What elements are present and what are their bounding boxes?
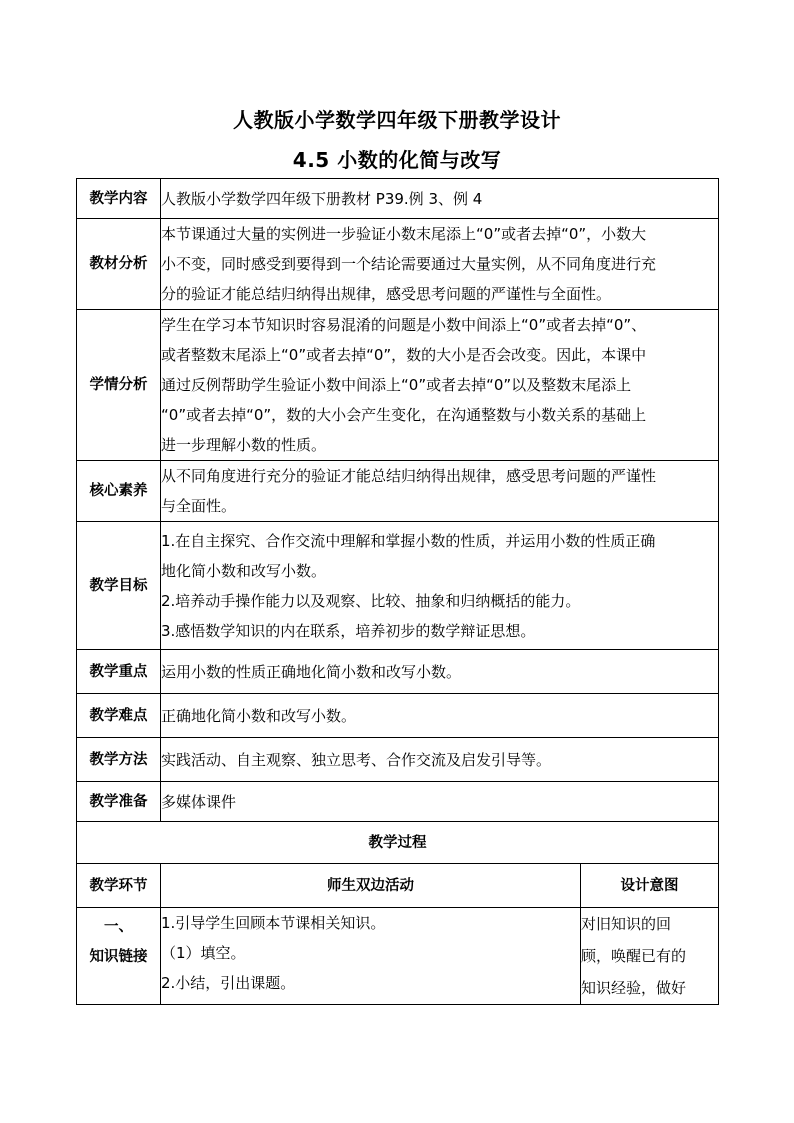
stage-line: 知识链接: [89, 949, 148, 965]
content-line: 或者整数末尾添上“0”或者去掉“0”，数的大小是否会改变。因此，本课中: [161, 346, 647, 364]
activity-line: 2.小结，引出课题。: [161, 974, 296, 992]
intent-column-header: 设计意图: [581, 864, 719, 908]
lesson-title: 4.5 小数的化简与改写: [292, 148, 502, 172]
process-header-row: [77, 864, 719, 908]
row-content: [161, 522, 719, 650]
plan-row: [77, 461, 719, 522]
row-label: 核心素养: [77, 461, 161, 522]
content-line: 3.感悟数学知识的内在联系，培养初步的数学辩证思想。: [161, 621, 536, 640]
content-line: 运用小数的性质正确地化简小数和改写小数。: [161, 662, 462, 681]
content-line: 本节课通过大量的实例进一步验证小数末尾添上“0”或者去掉“0”，小数大: [161, 225, 647, 243]
plan-row: [77, 650, 719, 694]
content-line: 2.培养动手操作能力以及观察、比较、抽象和归纳概括的能力。: [161, 591, 581, 610]
content-line: “0”或者去掉“0”，数的大小会产生变化，在沟通整数与小数关系的基础上: [161, 406, 647, 424]
intent-line: 知识经验，做好: [581, 979, 687, 997]
content-line: 从不同角度进行充分的验证才能总结归纳得出规律，感受思考问题的严谨性: [161, 467, 657, 485]
plan-row: [77, 694, 719, 738]
row-label: 教学难点: [77, 694, 161, 738]
row-content: [161, 179, 719, 219]
activity-line: （1）填空。: [161, 944, 246, 962]
content-line: 1.在自主探究、合作交流中理解和掌握小数的性质，并运用小数的性质正确: [161, 531, 656, 550]
plan-row: [77, 738, 719, 782]
content-line: 学生在学习本节知识时容易混淆的问题是小数中间添上“0”或者去掉“0”、: [161, 316, 647, 334]
row-content: [161, 219, 719, 310]
intent-cell: [581, 908, 719, 1005]
content-line: 分的验证才能总结归纳得出规律，感受思考问题的严谨性与全面性。: [161, 285, 612, 303]
plan-row: [77, 782, 719, 822]
row-content: [161, 738, 719, 782]
content-line: 进一步理解小数的性质。: [161, 436, 327, 454]
content-line: 实践活动、自主观察、独立思考、合作交流及启发引导等。: [161, 750, 552, 769]
row-content: [161, 310, 719, 461]
row-label: 教学方法: [77, 738, 161, 782]
row-label: 教学重点: [77, 650, 161, 694]
stage-line: 一、: [104, 919, 133, 935]
content-line: 地化简小数和改写小数。: [161, 561, 327, 580]
row-label: 教材分析: [77, 219, 161, 310]
lesson-plan-table: [76, 178, 719, 1005]
content-line: 与全面性。: [161, 497, 237, 515]
stage-cell: [77, 908, 161, 1005]
process-heading: 教学过程: [77, 822, 719, 864]
row-label: 教学准备: [77, 782, 161, 822]
row-content: [161, 694, 719, 738]
process-row: [77, 908, 719, 1005]
row-content: [161, 461, 719, 522]
row-content: [161, 782, 719, 822]
activity-column-header: 师生双边活动: [161, 864, 581, 908]
activity-line: 1.引导学生回顾本节课相关知识。: [161, 914, 386, 932]
plan-row: [77, 310, 719, 461]
plan-row: [77, 219, 719, 310]
content-line: 小不变，同时感受到要得到一个结论需要通过大量实例，从不同角度进行充: [161, 255, 657, 273]
content-line: 正确地化简小数和改写小数。: [161, 706, 357, 725]
content-line: 多媒体课件: [161, 792, 237, 811]
row-content: [161, 650, 719, 694]
content-line: 通过反例帮助学生验证小数中间添上“0”或者去掉“0”以及整数末尾添上: [161, 376, 632, 394]
row-label: 教学目标: [77, 522, 161, 650]
stage-column-header: 教学环节: [77, 864, 161, 908]
plan-row: [77, 179, 719, 219]
intent-line: 对旧知识的回: [581, 915, 672, 933]
process-heading-row: [77, 822, 719, 864]
row-label: 教学内容: [77, 179, 161, 219]
intent-line: 顾，唤醒已有的: [581, 947, 687, 965]
row-label: 学情分析: [77, 310, 161, 461]
activity-cell: [161, 908, 581, 1005]
plan-row: [77, 522, 719, 650]
document-title: 人教版小学数学四年级下册教学设计: [233, 108, 561, 132]
content-line: 人教版小学数学四年级下册教材 P39.例 3、例 4: [161, 189, 483, 208]
